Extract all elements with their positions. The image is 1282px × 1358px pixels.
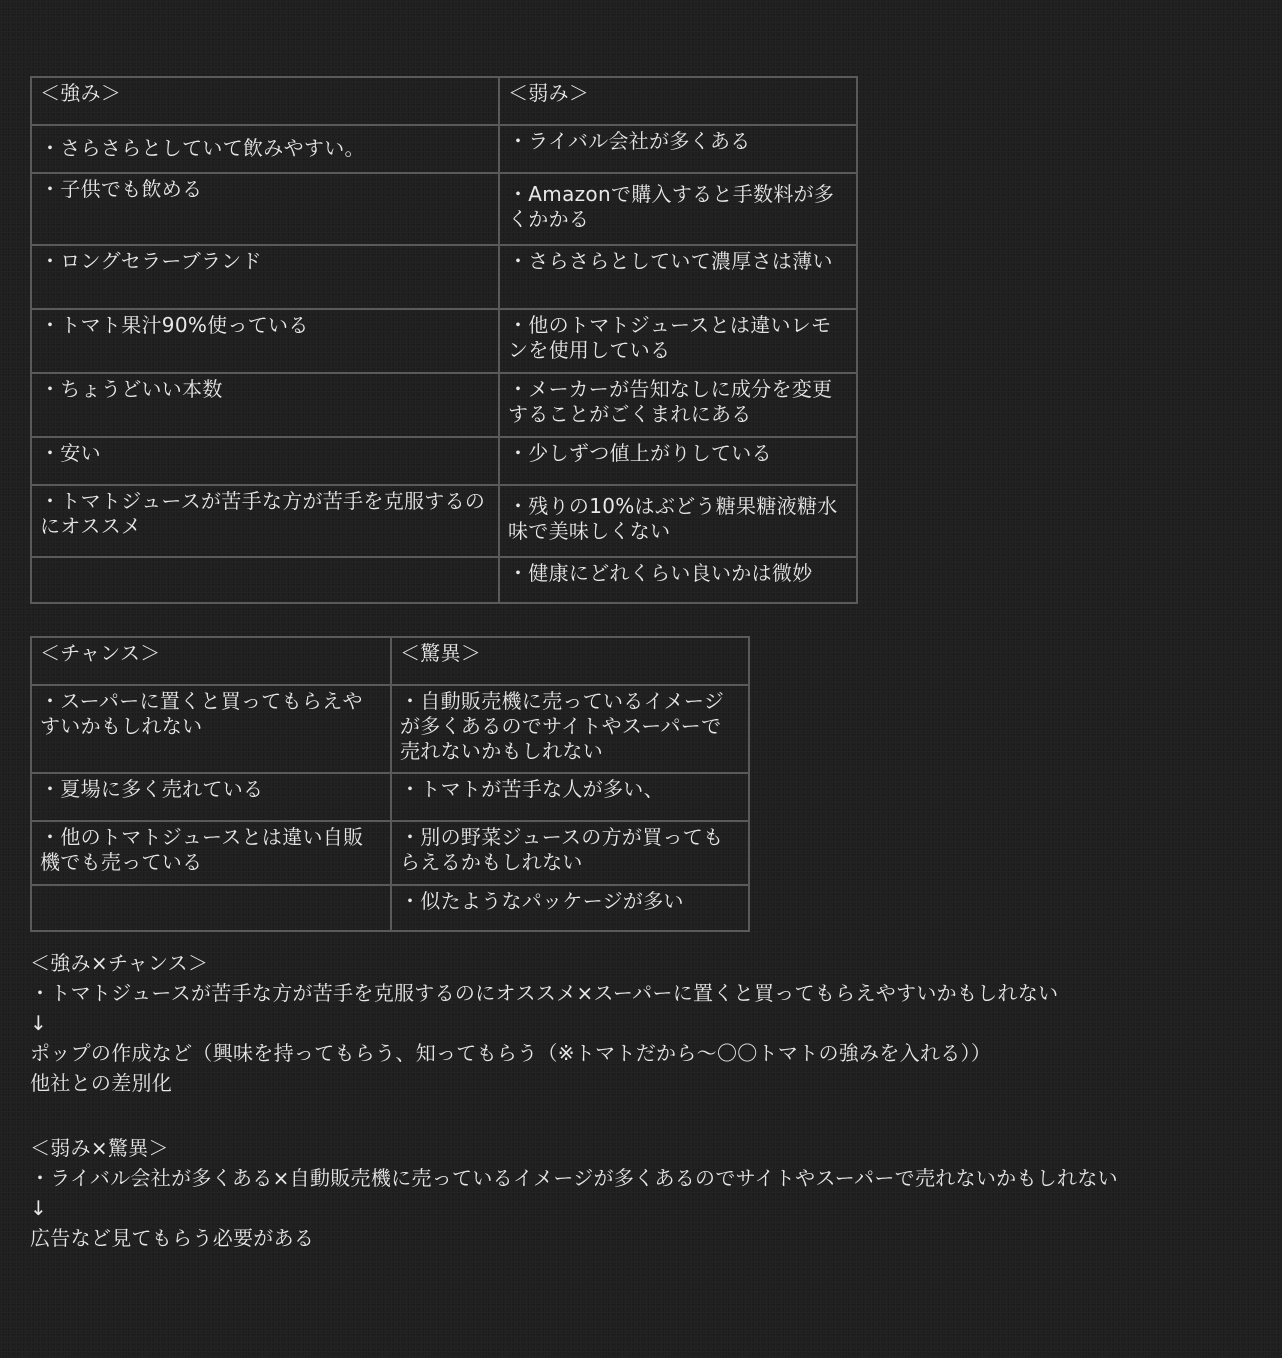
opportunities-header[interactable]: ＜チャンス＞ — [31, 637, 391, 685]
note-line[interactable]: 他社との差別化 — [30, 1071, 173, 1095]
table-header-row — [31, 77, 857, 125]
section-heading[interactable]: ＜弱み×驚異＞ — [30, 1136, 169, 1160]
table-cell[interactable]: ・トマト果汁90%使っている — [31, 309, 499, 373]
strengths-header[interactable]: ＜強み＞ — [31, 77, 499, 125]
note-line[interactable]: ・ライバル会社が多くある×自動販売機に売っているイメージが多くあるのでサイトやスーパーで売れないかもしれない — [30, 1166, 1118, 1190]
table-row — [31, 685, 749, 773]
table-cell[interactable]: ・ライバル会社が多くある — [499, 125, 857, 173]
table-cell[interactable]: ・メーカーが告知なしに成分を変更することがごくまれにある — [499, 373, 857, 437]
table-cell[interactable]: ・別の野菜ジュースの方が買ってもらえるかもしれない — [391, 821, 749, 885]
table-cell[interactable] — [31, 885, 391, 931]
strengths-weaknesses-table — [30, 76, 858, 604]
table-row — [31, 245, 857, 309]
down-arrow[interactable]: ↓ — [30, 1011, 48, 1035]
opportunities-threats-table — [30, 636, 750, 932]
table-cell[interactable] — [31, 557, 499, 603]
table-cell[interactable]: ・ちょうどいい本数 — [31, 373, 499, 437]
table-row — [31, 309, 857, 373]
table-cell[interactable]: ・残りの10%はぶどう糖果糖液糖水味で美味しくない — [499, 485, 857, 557]
table-row — [31, 373, 857, 437]
table-cell[interactable]: ・健康にどれくらい良いかは微妙 — [499, 557, 857, 603]
table-cell[interactable]: ・夏場に多く売れている — [31, 773, 391, 821]
table-row — [31, 557, 857, 603]
table-header-row — [31, 637, 749, 685]
table-row — [31, 485, 857, 557]
table-row — [31, 773, 749, 821]
note-line[interactable]: 広告など見てもらう必要がある — [30, 1226, 315, 1250]
weaknesses-header[interactable]: ＜弱み＞ — [499, 77, 857, 125]
note-line[interactable]: ・トマトジュースが苦手な方が苦手を克服するのにオススメ×スーパーに置くと買ってもらえやすいかもしれない — [30, 981, 1059, 1005]
table-cell[interactable]: ・他のトマトジュースとは違いレモンを使用している — [499, 309, 857, 373]
table-cell[interactable]: ・さらさらとしていて濃厚さは薄い — [499, 245, 857, 309]
table-cell[interactable]: ・自動販売機に売っているイメージが多くあるのでサイトやスーパーで売れないかもしれない — [391, 685, 749, 773]
table-cell[interactable]: ・安い — [31, 437, 499, 485]
table-row — [31, 173, 857, 245]
threats-header[interactable]: ＜驚異＞ — [391, 637, 749, 685]
table-cell[interactable]: ・似たようなパッケージが多い — [391, 885, 749, 931]
note-line[interactable]: ポップの作成など（興味を持ってもらう、知ってもらう（※トマトだから〜〇〇トマトの強みを入れる）） — [30, 1041, 992, 1065]
table-cell[interactable]: ・少しずつ値上がりしている — [499, 437, 857, 485]
table-row — [31, 821, 749, 885]
weakness-threat-notes — [30, 1133, 1118, 1253]
table-cell[interactable]: ・トマトジュースが苦手な方が苦手を克服するのにオススメ — [31, 485, 499, 557]
table-cell[interactable]: ・トマトが苦手な人が多い、 — [391, 773, 749, 821]
table-cell[interactable]: ・ロングセラーブランド — [31, 245, 499, 309]
table-cell[interactable]: ・Amazonで購入すると手数料が多くかかる — [499, 173, 857, 245]
table-cell[interactable]: ・スーパーに置くと買ってもらえやすいかもしれない — [31, 685, 391, 773]
table-cell[interactable]: ・他のトマトジュースとは違い自販機でも売っている — [31, 821, 391, 885]
table-row — [31, 437, 857, 485]
down-arrow[interactable]: ↓ — [30, 1196, 48, 1220]
table-cell[interactable]: ・子供でも飲める — [31, 173, 499, 245]
strength-opportunity-notes — [30, 948, 1058, 1098]
table-row — [31, 885, 749, 931]
table-cell[interactable]: ・さらさらとしていて飲みやすい。 — [31, 125, 499, 173]
table-row — [31, 125, 857, 173]
section-heading[interactable]: ＜強み×チャンス＞ — [30, 951, 209, 975]
